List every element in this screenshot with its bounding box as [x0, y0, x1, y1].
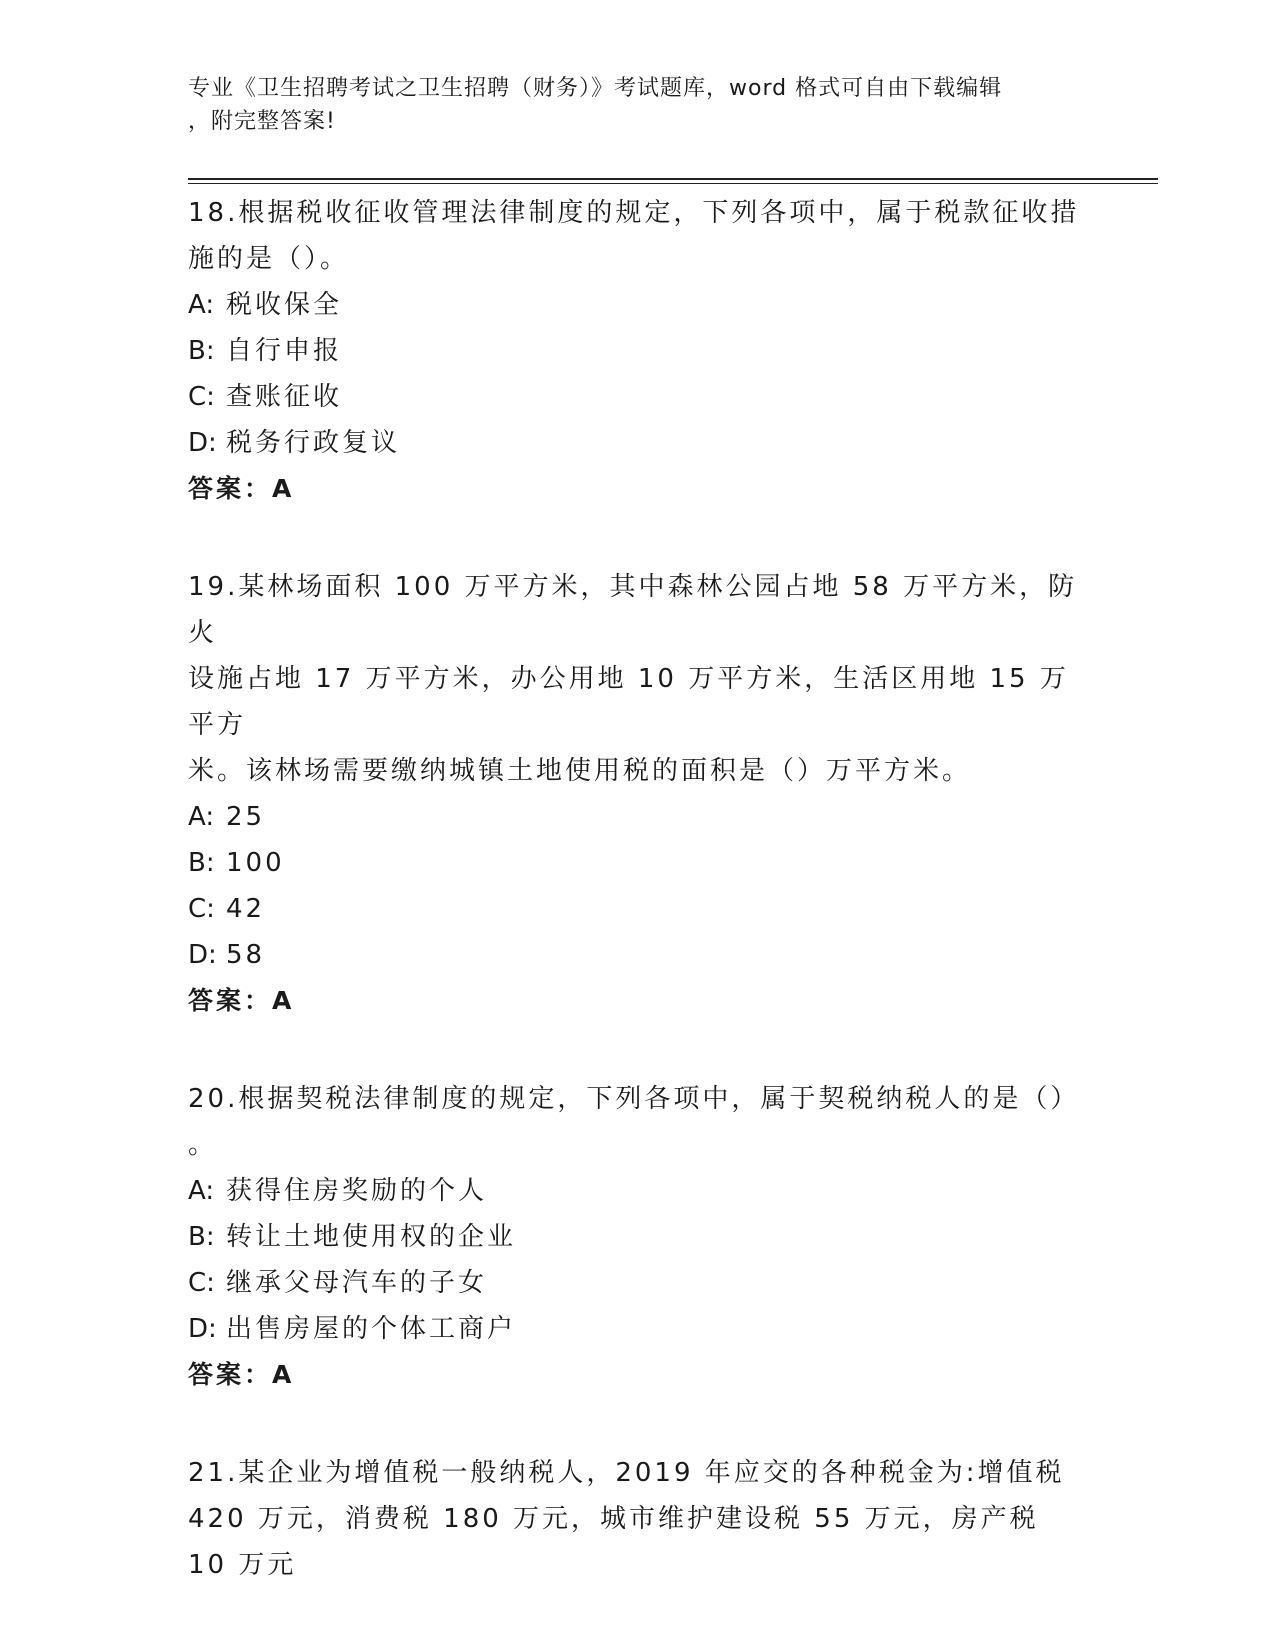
- header-line-1: 专业《卫生招聘考试之卫生招聘（财务）》考试题库，word 格式可自由下载编辑: [188, 76, 1003, 101]
- question-text-line: 420 万元，消费税 180 万元，城市维护建设税 55 万元，房产税 10 万元: [188, 1504, 1039, 1580]
- option-text: 税务行政复议: [226, 428, 401, 458]
- option-text: 继承父母汽车的子女: [226, 1268, 488, 1298]
- option-text: 42: [226, 894, 266, 924]
- header-divider-thick: [188, 178, 1158, 180]
- answer-option: [188, 794, 1088, 840]
- option-letter: C:: [188, 894, 215, 924]
- answer-option: [188, 886, 1088, 932]
- answer-option: [188, 282, 1088, 328]
- question-text-line: 18.根据税收征收管理法律制度的规定，下列各项中，属于税款征收措: [188, 198, 1080, 228]
- answer-key: 答案：A: [188, 986, 295, 1015]
- header-line-2: ，附完整答案!: [188, 109, 336, 134]
- option-letter: A:: [188, 1176, 215, 1206]
- option-letter: D:: [188, 1314, 217, 1344]
- answer-option: [188, 1260, 1088, 1306]
- question-text-line: 设施占地 17 万平方米，办公用地 10 万平方米，生活区用地 15 万平方: [188, 664, 1069, 740]
- question-block: [188, 190, 1088, 512]
- answer-key: 答案：A: [188, 1360, 295, 1389]
- option-letter: B:: [188, 1222, 215, 1252]
- option-letter: B:: [188, 848, 215, 878]
- question-text-line: 施的是（）。: [188, 244, 350, 274]
- answer-option: [188, 328, 1088, 374]
- question-list: [188, 190, 1088, 1640]
- option-letter: C:: [188, 382, 215, 412]
- question-text-line: 20.根据契税法律制度的规定，下列各项中，属于契税纳税人的是（）: [188, 1084, 1080, 1114]
- question-text-line: 。: [188, 1130, 218, 1160]
- answer-option: [188, 932, 1088, 978]
- option-text: 58: [226, 940, 266, 970]
- answer-option: [188, 374, 1088, 420]
- option-letter: D:: [188, 940, 217, 970]
- question-block: [188, 564, 1088, 1024]
- option-text: 100: [226, 848, 285, 878]
- answer-option: [188, 1168, 1088, 1214]
- option-text: 自行申报: [226, 336, 343, 366]
- option-letter: D:: [188, 428, 217, 458]
- document-header: [188, 72, 1088, 138]
- answer-key: 答案：A: [188, 474, 295, 503]
- answer-option: [188, 840, 1088, 886]
- option-letter: C:: [188, 1268, 215, 1298]
- answer-option: [188, 1306, 1088, 1352]
- answer-option: [188, 420, 1088, 466]
- answer-option: [188, 1214, 1088, 1260]
- option-letter: A:: [188, 290, 215, 320]
- question-text-line: 19.某林场面积 100 万平方米，其中森林公园占地 58 万平方米，防火: [188, 572, 1078, 648]
- option-text: 转让土地使用权的企业: [226, 1222, 517, 1252]
- question-text-line: 米。该林场需要缴纳城镇土地使用税的面积是（）万平方米。: [188, 756, 972, 786]
- option-text: 查账征收: [226, 382, 343, 412]
- option-letter: B:: [188, 336, 215, 366]
- question-text-line: 21.某企业为增值税一般纳税人，2019 年应交的各种税金为:增值税: [188, 1458, 1065, 1488]
- option-letter: A:: [188, 802, 215, 832]
- option-text: 25: [226, 802, 266, 832]
- header-divider-thin: [188, 183, 1158, 184]
- option-text: 出售房屋的个体工商户: [226, 1314, 517, 1344]
- option-text: 税收保全: [226, 290, 343, 320]
- question-block: [188, 1450, 1088, 1588]
- option-text: 获得住房奖励的个人: [226, 1176, 488, 1206]
- question-block: [188, 1076, 1088, 1398]
